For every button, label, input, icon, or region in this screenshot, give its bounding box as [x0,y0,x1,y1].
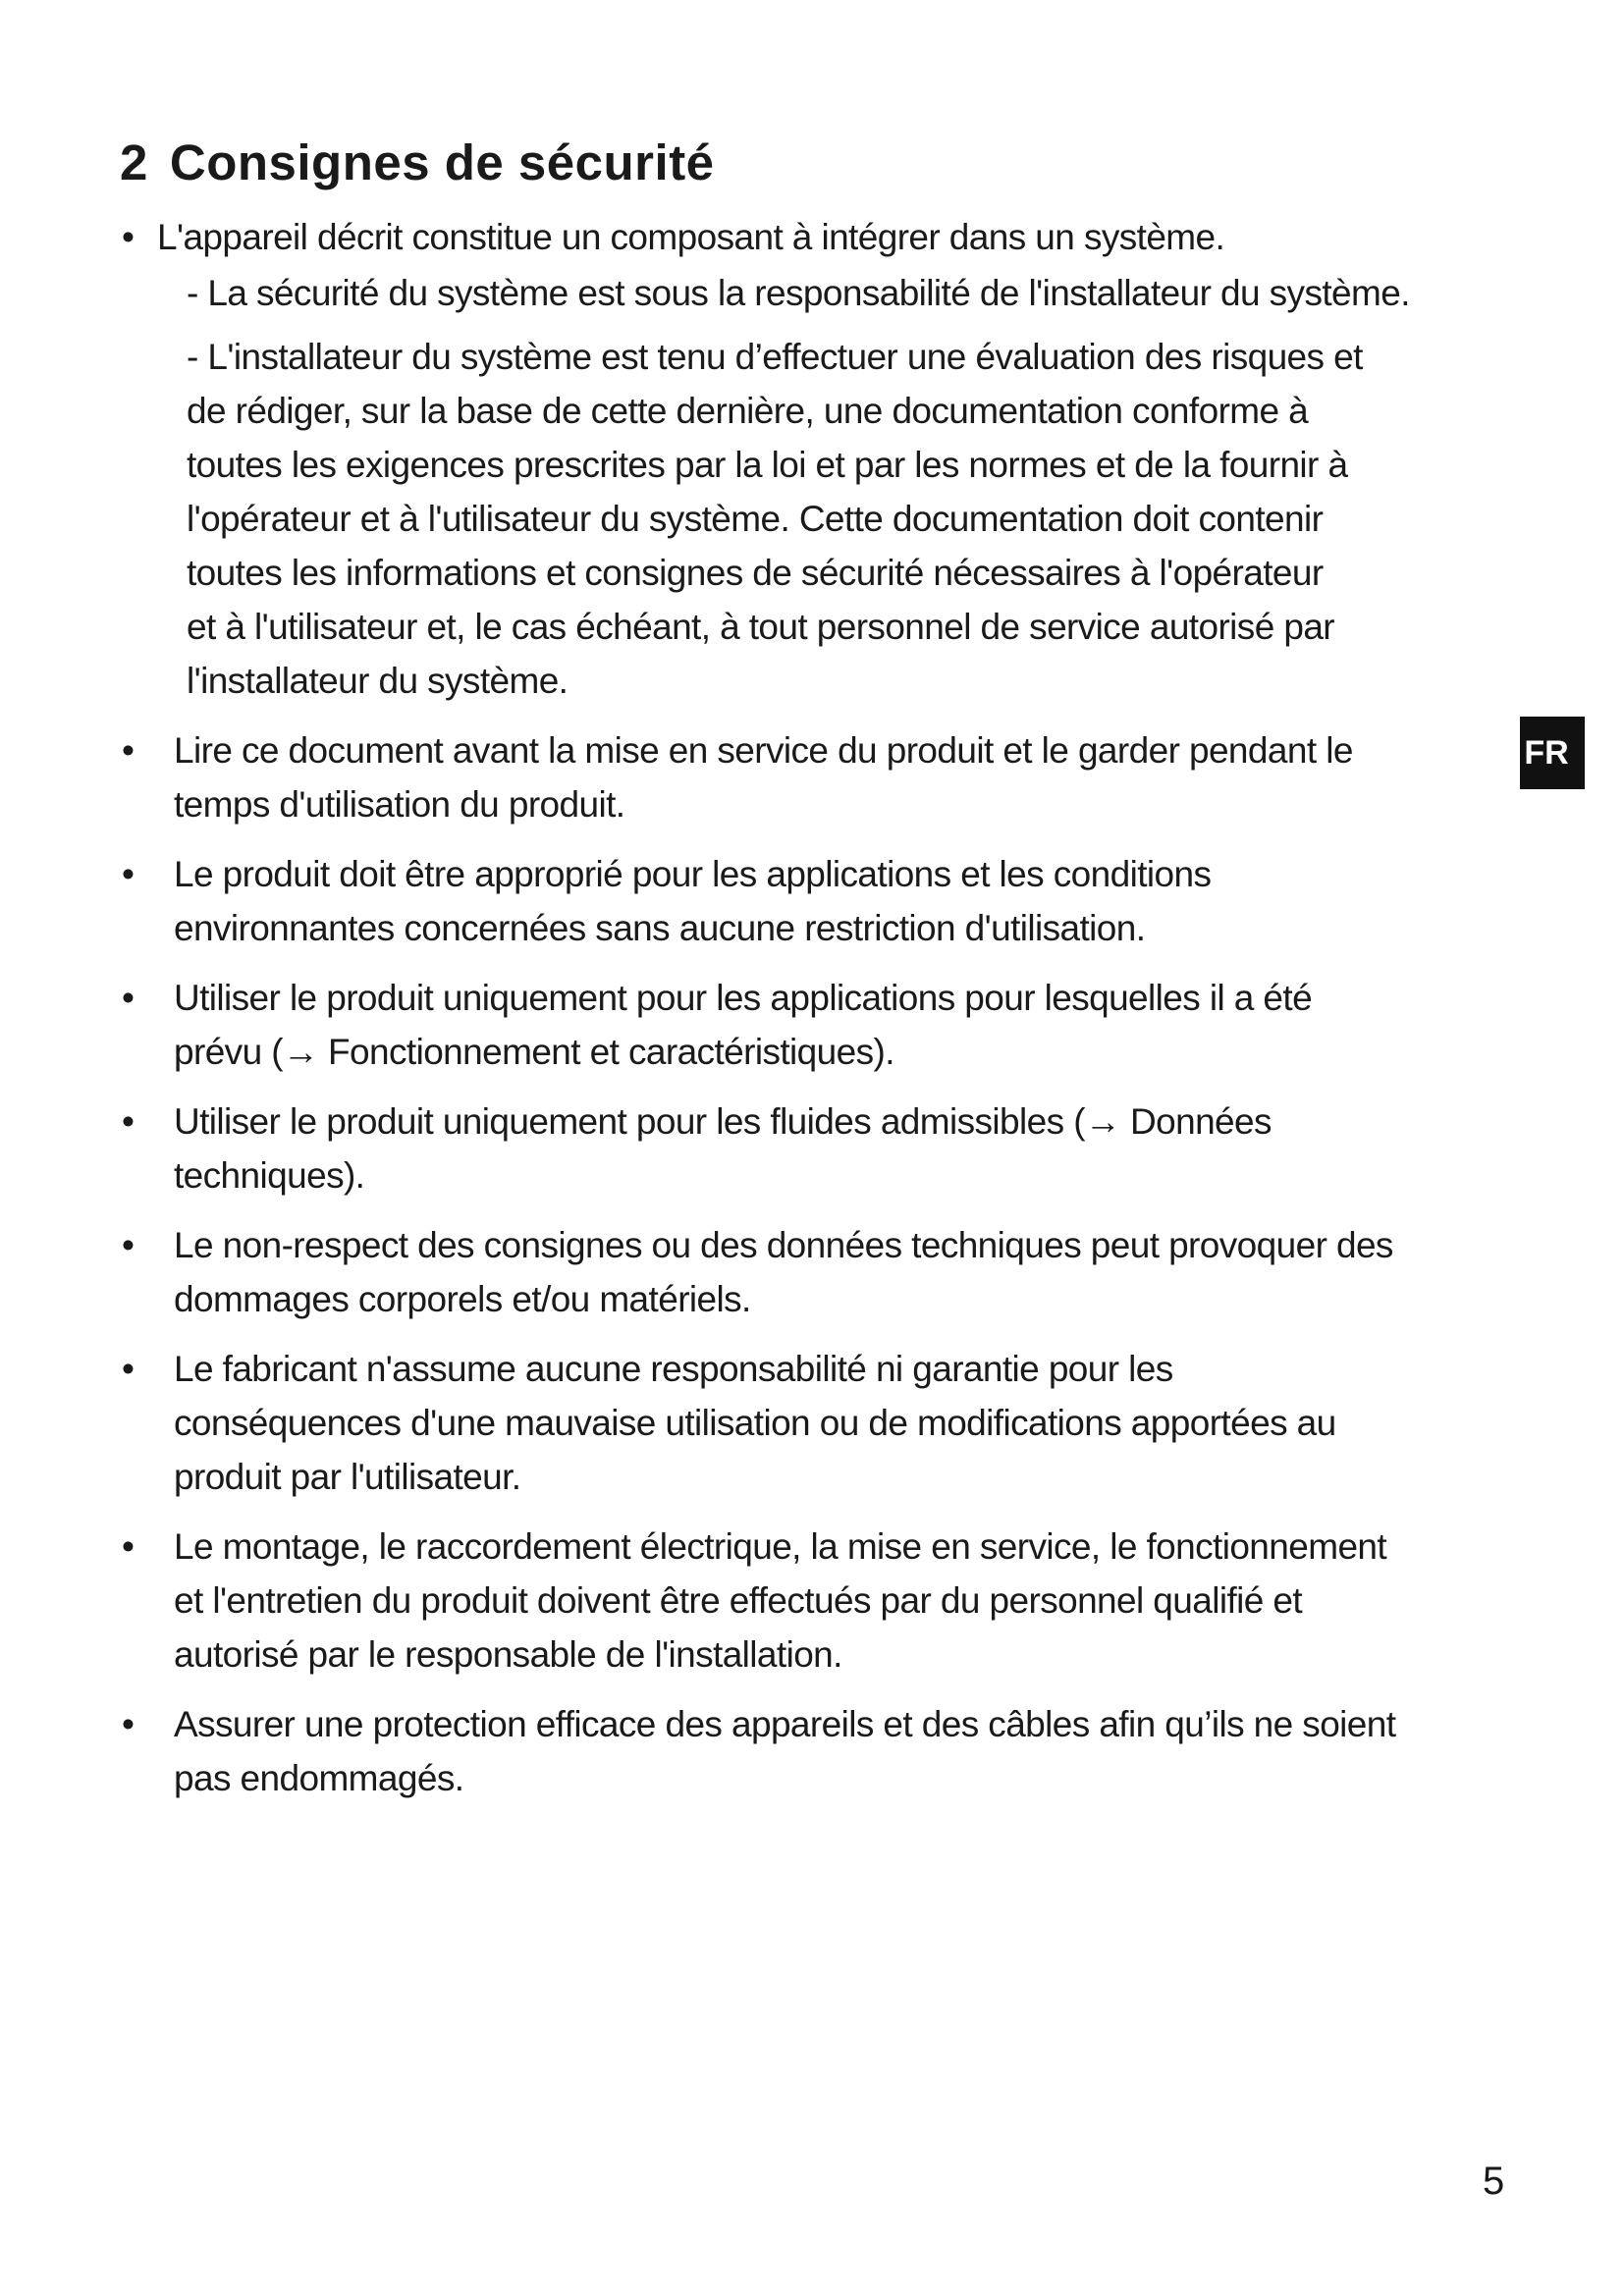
list-item [120,723,1514,831]
list-item [120,847,1514,955]
bullet-icon: • [122,978,135,1018]
bullet-icon: • [122,217,135,257]
section-heading [120,133,715,191]
list-item-text: Le fabricant n'assume aucune responsabilité ni garantie pour les conséquences d'une mauvaise utilisation ou de modifications apportées au produit par l'utilisateur. [174,1349,1336,1497]
list-item-text: L'appareil décrit constitue un composant à intégrer dans un système. [157,217,1225,257]
list-item [120,210,1514,708]
list-item-text: Utiliser le produit uniquement pour les fluides admissibles (→ Données techniques). [174,1101,1272,1196]
section-title: Consignes de sécurité [169,134,715,190]
list-item [120,1095,1514,1202]
bullet-icon: • [122,1349,135,1389]
bullet-icon: • [122,1225,135,1265]
section-number: 2 [120,134,148,190]
safety-instructions-list [120,210,1514,1821]
language-tab-label: FR [1524,734,1569,772]
bullet-icon: • [122,1526,135,1567]
bullet-icon: • [122,1101,135,1142]
list-item [120,1520,1514,1682]
page-number: 5 [1483,2160,1505,2203]
list-item [120,1697,1514,1805]
list-item-text: Lire ce document avant la mise en service du produit et le garder pendant le temps d'utilisation du produit. [174,730,1353,825]
bullet-icon: • [122,730,135,771]
bullet-icon: • [122,854,135,894]
list-item [120,1342,1514,1504]
sub-item: - L'installateur du système est tenu d’effectuer une évaluation des risques et de rédiger, sur la base de cette dernière, une documentation conforme à toutes les exigences prescrites par la loi et par les normes et de la fournir à l'opérateur et à l'utilisateur du système. Cette documentation doit contenir toutes les informations et consignes de sécurité nécessaires à l'opérateur et à l'utilisateur et, le cas échéant, à tout personnel de service autorisé par l'installateur du système. [187,337,1363,701]
list-item [120,1218,1514,1326]
list-item-text: Utiliser le produit uniquement pour les applications pour lesquelles il a été prévu (→ Fonctionnement et caractéristiques). [174,978,1313,1072]
list-item-text: Assurer une protection efficace des appareils et des câbles afin qu’ils ne soient pas endommagés. [174,1704,1396,1798]
sub-item: - La sécurité du système est sous la responsabilité de l'installateur du système. [187,273,1410,313]
list-item-text: Le non-respect des consignes ou des données techniques peut provoquer des dommages corporels et/ou matériels. [174,1225,1393,1319]
list-item-text: Le produit doit être approprié pour les applications et les conditions environnantes concernées sans aucune restriction d'utilisation. [174,854,1212,948]
list-item [120,971,1514,1079]
language-tab [1520,717,1585,789]
list-item-text: Le montage, le raccordement électrique, la mise en service, le fonctionnement et l'entretien du produit doivent être effectués par du personnel qualifié et autorisé par le responsable de l'installation. [174,1526,1387,1675]
bullet-icon: • [122,1704,135,1744]
